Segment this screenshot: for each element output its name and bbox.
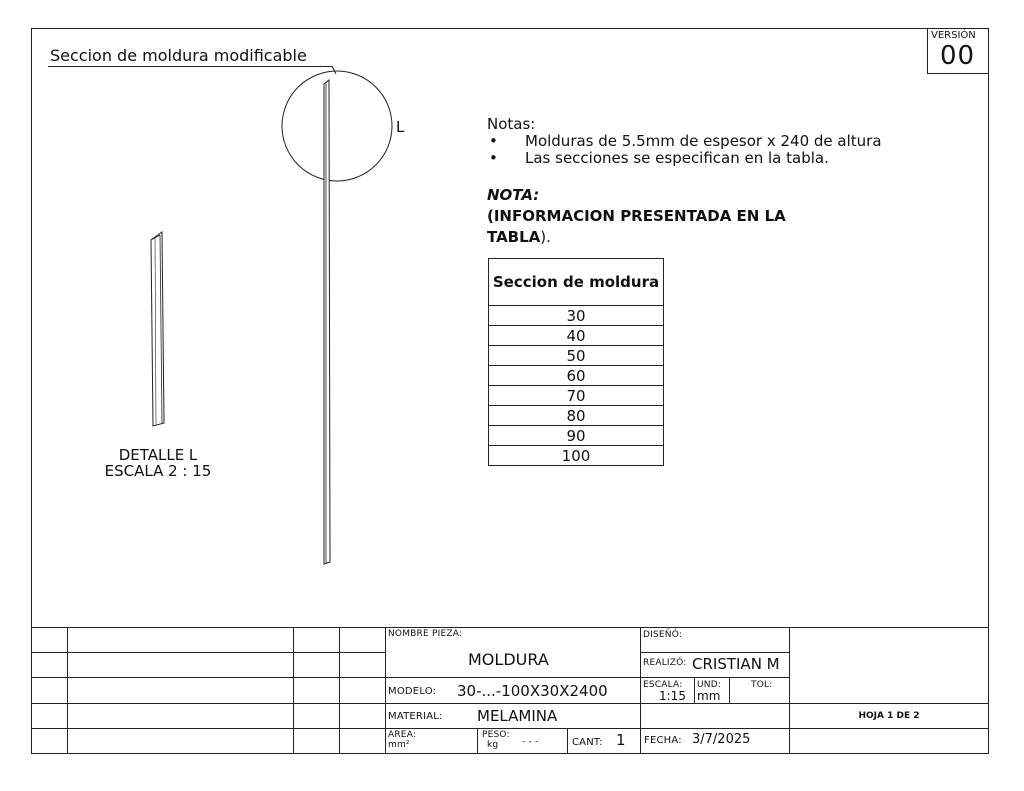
escala-value: 1:15: [659, 689, 686, 703]
table-cell: 30: [489, 306, 664, 326]
bullet-mark: •: [489, 149, 498, 167]
tb-line: [67, 627, 68, 754]
tb-line: [729, 677, 730, 703]
und-label: UND:: [697, 680, 722, 690]
table-row: [489, 326, 664, 346]
tb-line: [31, 703, 989, 704]
notes-bullet-text: Molduras de 5.5mm de espesor x 240 de altura: [525, 132, 882, 150]
material-label: MATERIAL:: [388, 711, 443, 722]
tb-line: [694, 677, 695, 703]
main-moulding-view: [324, 80, 330, 564]
tol-label: TOL:: [751, 680, 773, 690]
tb-line: [31, 627, 989, 628]
cant-value: 1: [616, 731, 626, 749]
tb-line: [31, 728, 989, 729]
sheet-number: HOJA 1 DE 2: [858, 711, 920, 721]
notes: [487, 116, 882, 167]
leader-line: [332, 66, 336, 74]
tb-line: [640, 652, 789, 653]
section-table-header: Seccion de moldura: [489, 259, 664, 306]
table-cell: 50: [489, 346, 664, 366]
table-cell: 100: [489, 446, 664, 466]
detail-marker: L: [396, 118, 405, 136]
notes-bullet: [487, 150, 882, 167]
table-row: [489, 386, 664, 406]
section-title: Seccion de moldura modificable: [50, 46, 307, 65]
table-cell: 90: [489, 426, 664, 446]
modelo-label: MODELO:: [388, 686, 437, 697]
version-value: 00: [940, 41, 976, 71]
notes-bullet: [487, 133, 882, 150]
table-cell: 70: [489, 386, 664, 406]
diseno-label: DISEÑÓ:: [643, 630, 683, 640]
tb-line: [31, 677, 789, 678]
nombre-pieza-label: NOMBRE PIEZA:: [388, 629, 463, 639]
tb-line: [640, 627, 641, 754]
tb-line: [789, 627, 790, 754]
notes-bullet-text: Las secciones se especifican en la tabla.: [525, 149, 829, 167]
version-label: VERSIÓN: [931, 30, 976, 41]
table-row: [489, 306, 664, 326]
und-value: mm: [697, 689, 721, 703]
nombre-pieza-value: MOLDURA: [468, 650, 549, 669]
realizo-label: REALIZÓ:: [643, 658, 687, 668]
escala-label: ESCALA:: [643, 680, 683, 690]
nota-text-end: ).: [540, 228, 551, 246]
detail-circle: [282, 71, 392, 181]
table-cell: 80: [489, 406, 664, 426]
table-row: [489, 406, 664, 426]
tb-line: [339, 627, 340, 754]
detail-label-line2: ESCALA 2 : 15: [104, 462, 212, 480]
nota-text: [487, 206, 817, 248]
peso-unit: kg: [487, 740, 499, 750]
detail-label: [96, 447, 220, 479]
table-cell: 40: [489, 326, 664, 346]
nota-title: NOTA:: [487, 186, 540, 204]
detail-label-line1: DETALLE L: [118, 446, 198, 464]
table-cell: 60: [489, 366, 664, 386]
table-row: [489, 346, 664, 366]
area-label: AREA:: [388, 730, 417, 740]
tb-line: [477, 728, 478, 754]
material-value: MELAMINA: [477, 707, 558, 725]
table-row: [489, 426, 664, 446]
bullet-mark: •: [489, 132, 498, 150]
peso-value: - - -: [522, 737, 539, 747]
detail-moulding-view: [151, 232, 164, 426]
realizo-value: CRISTIAN M: [692, 655, 780, 673]
tb-line: [385, 627, 386, 754]
section-table: [488, 258, 664, 466]
fecha-value: 3/7/2025: [692, 732, 751, 747]
tb-line: [293, 627, 294, 754]
tb-line: [31, 652, 385, 653]
tb-line: [567, 728, 568, 754]
table-row: [489, 446, 664, 466]
cant-label: CANT:: [572, 737, 603, 748]
fecha-label: FECHA:: [644, 735, 682, 746]
table-row: [489, 366, 664, 386]
area-unit: mm²: [388, 740, 410, 750]
peso-label: PESO:: [482, 730, 510, 740]
notes-heading: Notas:: [487, 115, 536, 133]
modelo-value: 30-...-100X30X2400: [457, 682, 608, 700]
nota-text-bold: (INFORMACION PRESENTADA EN LA TABLA: [487, 207, 786, 246]
